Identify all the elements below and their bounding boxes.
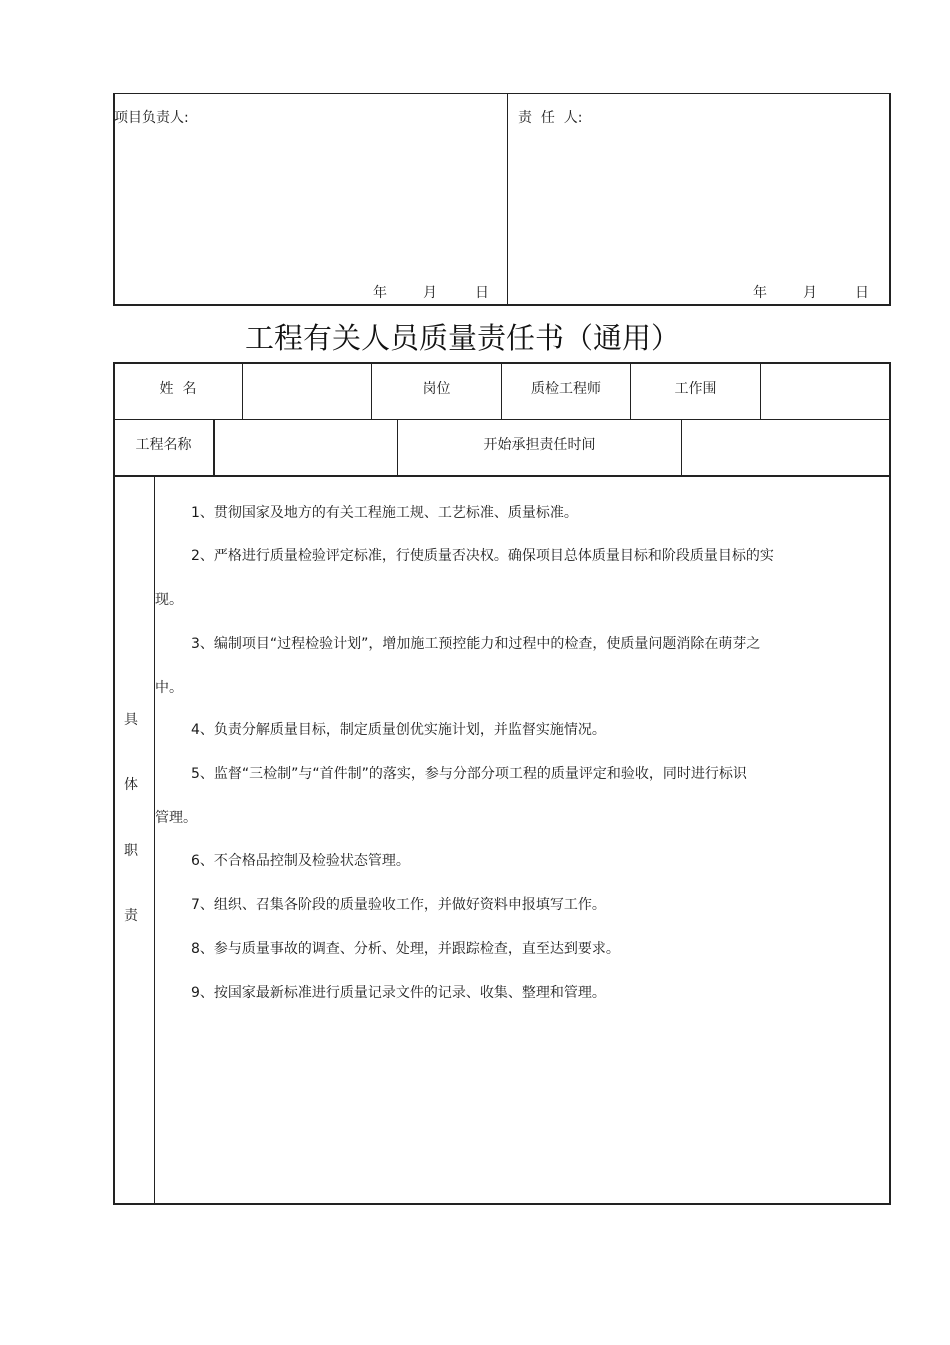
right-date-day: 日 <box>855 285 869 301</box>
position-value: 质检工程师 <box>531 381 601 397</box>
project-manager-label: 项目负责人: <box>114 110 189 126</box>
duty-item-text: 4、负责分解质量目标，制定质量创优实施计划，并监督实施情况。 <box>191 722 606 738</box>
right-date-month: 月 <box>803 285 817 301</box>
duty-item-text: 6、不合格品控制及检验状态管理。 <box>191 853 410 869</box>
row1-col-line <box>242 362 243 420</box>
duties-side-char: 体 <box>124 777 138 793</box>
info-border-right <box>889 362 891 1205</box>
table-divider <box>507 93 508 306</box>
scope-label: 工作围 <box>674 381 717 397</box>
table-border-top <box>113 93 891 94</box>
row2-bottom-line <box>113 475 891 477</box>
left-date-year: 年 <box>373 285 387 301</box>
name-label: 姓 名 <box>159 381 197 397</box>
document-title: 工程有关人员质量责任书（通用） <box>244 321 680 355</box>
row1-bottom-line <box>113 419 891 420</box>
duty-item-text: 5、监督“三检制”与“首件制”的落实，参与分部分项工程的质量评定和验收，同时进行标识 <box>191 766 747 782</box>
row2-col-line <box>213 419 215 477</box>
responsible-person-label: 责 任 人: <box>518 110 583 126</box>
duties-side-char: 职 <box>124 843 138 859</box>
position-label: 岗位 <box>422 381 451 397</box>
row2-col-line <box>681 419 682 477</box>
left-date-month: 月 <box>423 285 437 301</box>
duty-item-text: 1、贯彻国家及地方的有关工程施工规、工艺标准、质量标准。 <box>191 505 578 521</box>
duty-item-text: 2、严格进行质量检验评定标准，行使质量否决权。确保项目总体质量目标和阶段质量目标的实 <box>191 548 774 564</box>
duty-item-text: 8、参与质量事故的调查、分析、处理，并跟踪检查，直至达到要求。 <box>191 941 620 957</box>
table-border-bottom <box>113 304 891 306</box>
duty-item-text: 7、组织、召集各阶段的质量验收工作，并做好资料申报填写工作。 <box>191 897 606 913</box>
duties-col-line <box>154 476 155 1205</box>
right-date-year: 年 <box>753 285 767 301</box>
info-border-left <box>113 362 115 1205</box>
table-border-right <box>889 93 891 306</box>
duty-item-text: 3、编制项目“过程检验计划”，增加施工预控能力和过程中的检查，使质量问题消除在萌芽之 <box>191 636 761 652</box>
duties-side-char: 责 <box>124 908 138 924</box>
project-name-label: 工程名称 <box>135 437 192 453</box>
info-border-bottom <box>113 1203 891 1205</box>
start-time-label: 开始承担责任时间 <box>483 437 596 453</box>
duty-item-continuation: 中。 <box>155 680 183 696</box>
duty-item-continuation: 管理。 <box>155 810 197 826</box>
row1-col-line <box>760 362 761 420</box>
left-date-day: 日 <box>475 285 489 301</box>
duty-item-text: 9、按国家最新标准进行质量记录文件的记录、收集、整理和管理。 <box>191 985 606 1001</box>
duties-side-char: 具 <box>124 712 138 728</box>
duty-item-continuation: 现。 <box>155 592 183 608</box>
info-border-top <box>113 362 891 364</box>
